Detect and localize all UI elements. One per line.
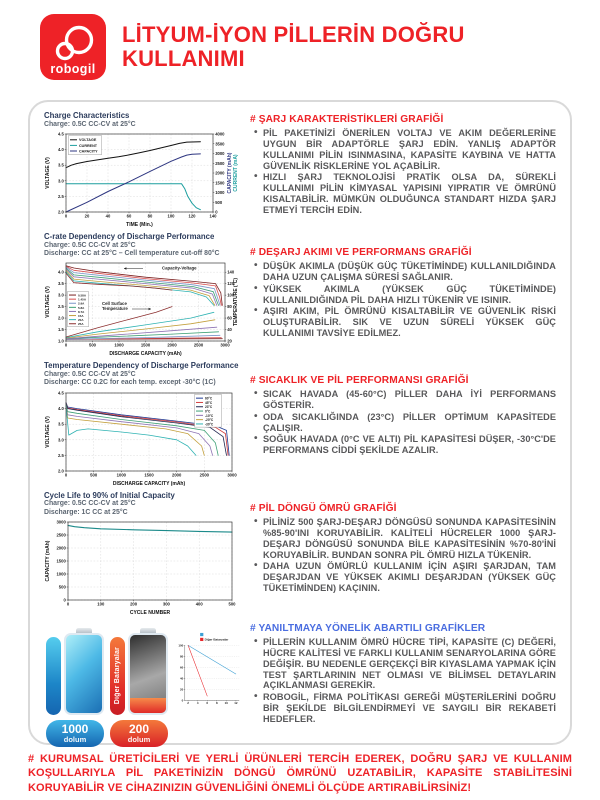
- bullet-item: • SOĞUK HAVADA (0°C VE ALTI) PİL KAPASİTESİ DÜŞER, -30°C'DE PERFORMANS CİDDİ ŞEKİLDE AZALIR.: [263, 434, 556, 456]
- svg-text:200: 200: [130, 601, 138, 607]
- chart-title: C-rate Dependency of Discharge Performance: [44, 232, 215, 242]
- info-section: [250, 623, 556, 726]
- svg-text:20: 20: [227, 338, 232, 344]
- svg-text:4000: 4000: [215, 131, 225, 137]
- battery-capsule-other: [110, 637, 125, 715]
- robogil-logo: [40, 14, 106, 80]
- svg-text:12: 12: [234, 701, 238, 706]
- footer-note: # KURUMSAL ÜRETİCİLERİ VE YERLİ ÜRÜNLERİ TERCİH EDEREK, DOĞRU ŞARJ VE KULLANIM KOŞULLARIYLA PİL PAKETİNİZİN DÖNGÜ ÖMRÜNÜ UZATABİLİR, KAPASİTE STABİLİTESİNİ KORUYABİLİR VE CİHAZINIZIN GÜVENLİĞİNİ ÖNEMLİ ÖLÇÜDE ARTIRABİLİRSİNİZ!: [28, 753, 572, 794]
- svg-text:2500: 2500: [193, 342, 204, 348]
- svg-text:CURRENT: CURRENT: [79, 143, 98, 148]
- svg-text:3000: 3000: [215, 151, 225, 157]
- bullet-item: • PİLİNİZ 500 ŞARJ-DEŞARJ DÖNGÜSÜ SONUNDA KAPASİTESİNİN %85-90'INI KORUYABİLİR. KALİTELİ HÜCRELER 1000 ŞARJ-DEŞARJ DÖNGÜSÜ SONUNDA BİLE KAPASİTESİNİN %70-80'İNİ KORUYABİLİR. BUNDAN SONRA PİL ÖMRÜ HIZLA TÜKENİR.: [263, 517, 556, 560]
- chart-subtitle: Charge: 0.5C CC-CV at 25°C: [44, 371, 136, 379]
- chart-crate-discharge: [44, 232, 242, 357]
- svg-text:4.0: 4.0: [57, 269, 64, 275]
- svg-text:VOLTAGE (V): VOLTAGE (V): [44, 286, 51, 319]
- svg-text:15A: 15A: [78, 314, 84, 319]
- svg-text:40: 40: [227, 327, 232, 333]
- bullet-item: • DAHA UZUN ÖMÜRLÜ KULLANIM İÇİN AŞIRI ŞARJDAN, TAM DEŞARJDAN VE YÜKSEK AKIMLI DEŞARJDAN (YÜKSEK GÜÇ TÜKETİMİNDEN) KAÇININ.: [263, 561, 556, 594]
- bullet-item: • ODA SICAKLIĞINDA (23°C) PİLLER OPTİMUM KAPASİTEDE ÇALIŞIR.: [263, 412, 556, 434]
- svg-text:Capacity-Voltage: Capacity-Voltage: [162, 265, 197, 271]
- bullet-item: • PİL PAKETİNİZİ ÖNERİLEN VOLTAJ VE AKIM DEĞERLERİNE UYGUN BİR ADAPTÖRLE ŞARJ EDİN. YANLIŞ ADAPTÖR KULLANIMI PİLİN ISINMASINA, KAPASİTE KAYBINA VE HATTA GÜVENLİK RİSKLERİNE YOL AÇABİLİR.: [263, 128, 556, 171]
- logo-text: robogil: [50, 61, 96, 76]
- bullet-list: [250, 261, 556, 339]
- svg-text:2000: 2000: [172, 472, 182, 478]
- svg-text:1500: 1500: [140, 342, 151, 348]
- svg-text:8: 8: [215, 701, 218, 706]
- chart-subtitle: Discharge: 1C CC at 25°C: [44, 508, 128, 516]
- sections: [250, 111, 556, 737]
- svg-text:80: 80: [147, 213, 153, 219]
- header: [0, 0, 600, 80]
- svg-text:1000: 1000: [114, 342, 124, 348]
- svg-text:20: 20: [84, 213, 90, 219]
- svg-text:2.5: 2.5: [57, 304, 64, 310]
- battery-empty-illustration: [128, 628, 168, 715]
- svg-text:0: 0: [64, 213, 68, 219]
- battery-comparison-plot: [175, 630, 242, 708]
- section-heading: # DEŞARJ AKIMI VE PERFORMANS GRAFİĞİ: [250, 247, 472, 258]
- svg-text:2.5: 2.5: [57, 452, 64, 458]
- svg-text:10: 10: [224, 701, 228, 706]
- svg-text:0: 0: [215, 209, 218, 215]
- chart-subtitle: Discharge: CC at 25°C – Cell temperature cut-off 80°C: [44, 250, 220, 258]
- svg-text:23°C: 23°C: [205, 404, 213, 409]
- section-heading: # PİL DÖNGÜ ÖMRÜ GRAFİĞİ: [250, 503, 397, 514]
- svg-text:100: 100: [167, 213, 175, 219]
- battery-capsule-blue: [46, 637, 61, 715]
- chart-title: Cycle Life to 90% of Initial Capacity: [44, 490, 175, 500]
- svg-text:400: 400: [195, 601, 203, 607]
- svg-text:20: 20: [179, 687, 184, 692]
- svg-text:0: 0: [64, 342, 68, 348]
- chart-charge-characteristics: [44, 111, 242, 228]
- cycles-count: 1000: [61, 721, 89, 736]
- svg-text:3000: 3000: [227, 472, 237, 478]
- svg-text:100: 100: [178, 643, 184, 648]
- svg-text:TEMPERATURE (°C): TEMPERATURE (°C): [233, 278, 239, 327]
- info-section: [250, 247, 556, 369]
- charge-characteristics-plot: [44, 131, 240, 228]
- battery-body: [128, 633, 168, 715]
- chart-temperature-discharge: [44, 361, 242, 486]
- svg-text:120: 120: [188, 213, 196, 219]
- chart-subtitle: Charge: 0.5C CC-CV at 25°C: [44, 500, 136, 508]
- svg-text:140: 140: [209, 213, 217, 219]
- svg-text:8.7A: 8.7A: [78, 310, 85, 315]
- svg-text:60: 60: [126, 213, 132, 219]
- svg-text:TIME (Min.): TIME (Min.): [126, 221, 153, 228]
- svg-text:1500: 1500: [215, 180, 225, 186]
- svg-text:100: 100: [97, 601, 105, 607]
- section-heading: # ŞARJ KARAKTERİSTİKLERİ GRAFİĞİ: [250, 114, 444, 125]
- chart-subtitle: Charge: 0.5C CC-CV at 25°C: [44, 241, 136, 249]
- svg-text:0.58A: 0.58A: [78, 293, 87, 298]
- svg-text:0: 0: [63, 597, 66, 603]
- svg-text:-20°C: -20°C: [205, 417, 214, 422]
- svg-text:1.5: 1.5: [57, 327, 64, 333]
- svg-text:CAPACITY (mAh): CAPACITY (mAh): [44, 540, 51, 582]
- svg-text:140: 140: [227, 269, 235, 275]
- svg-text:25A: 25A: [78, 322, 84, 327]
- cycles-badge-good: [46, 720, 104, 747]
- svg-text:500: 500: [215, 199, 223, 205]
- svg-text:3.5: 3.5: [57, 281, 64, 287]
- chart-cycle-life: [44, 491, 242, 616]
- svg-text:40: 40: [105, 213, 111, 219]
- svg-text:300: 300: [162, 601, 170, 607]
- svg-text:3.0: 3.0: [57, 436, 64, 442]
- svg-text:Diğer Bataryalar: Diğer Bataryalar: [204, 637, 229, 642]
- cycles-count: 200: [128, 721, 150, 736]
- svg-text:DISCHARGE CAPACITY (mAh): DISCHARGE CAPACITY (mAh): [109, 351, 182, 358]
- svg-text:0: 0: [64, 472, 68, 478]
- svg-text:2000: 2000: [215, 170, 225, 176]
- svg-text:100: 100: [227, 292, 235, 298]
- svg-text:45°C: 45°C: [205, 400, 213, 405]
- page-title: LİTYUM-İYON PİLLERİN DOĞRU KULLANIMI: [122, 21, 465, 71]
- charts-column: [44, 111, 242, 744]
- svg-text:3.0: 3.0: [57, 292, 64, 298]
- svg-text:1000: 1000: [215, 190, 225, 196]
- info-section: [250, 503, 556, 617]
- svg-text:2500: 2500: [56, 532, 66, 538]
- temperature-discharge-plot: [44, 390, 240, 487]
- svg-text:Cell SurfaceTemperature: Cell Surface Temperature: [102, 301, 128, 312]
- svg-text:VOLTAGE: VOLTAGE: [79, 138, 97, 143]
- bullet-item: • SICAK HAVADA (45-60°C) PİLLER DAHA İYİ PERFORMANS GÖSTERİR.: [263, 389, 556, 411]
- cycles-unit: dolum: [63, 734, 87, 744]
- svg-text:4.5: 4.5: [57, 131, 64, 137]
- svg-text:3.0: 3.0: [57, 178, 64, 184]
- svg-text:500: 500: [228, 601, 236, 607]
- svg-text:VOLTAGE (V): VOLTAGE (V): [44, 415, 51, 448]
- section-heading: # YANILTMAYA YÖNELİK ABARTILI GRAFİKLER: [250, 623, 486, 634]
- svg-text:4.0: 4.0: [57, 147, 64, 153]
- svg-text:80: 80: [179, 654, 184, 659]
- bullet-item: • DÜŞÜK AKIMLA (DÜŞÜK GÜÇ TÜKETİMİNDE) KULLANILDIĞINDA DAHA UZUN ÇALIŞMA SÜRESİ SAĞLANIR.: [263, 261, 556, 283]
- svg-text:1.0: 1.0: [57, 338, 64, 344]
- svg-text:2.0: 2.0: [57, 315, 64, 321]
- svg-text:2500: 2500: [199, 472, 209, 478]
- svg-text:500: 500: [90, 472, 98, 478]
- svg-text:500: 500: [58, 584, 66, 590]
- chart-subtitle: Discharge: CC 0.2C for each temp. except -30°C (1C): [44, 379, 216, 387]
- svg-text:CURRENT (mA): CURRENT (mA): [233, 154, 239, 192]
- svg-text:1.45A: 1.45A: [78, 297, 87, 302]
- svg-text:5.8A: 5.8A: [78, 306, 85, 311]
- battery-comparison-graphic: [44, 620, 242, 747]
- svg-text:2000: 2000: [56, 545, 66, 551]
- svg-text:VOLTAGE (V): VOLTAGE (V): [44, 157, 51, 189]
- svg-text:60°C: 60°C: [205, 396, 213, 401]
- bullet-list: [250, 517, 556, 594]
- battery-group-other: [110, 628, 168, 747]
- svg-text:CAPACITY (mAh): CAPACITY (mAh): [227, 152, 233, 194]
- svg-text:2500: 2500: [215, 160, 225, 166]
- bullet-item: • AŞIRI AKIM, PİL ÖMRÜNÜ KISALTABİLİR VE GÜVENLİK RİSKİ OLUŞTURABİLİR. SIK VE UZUN SÜRELİ YÜKSEK GÜÇ KULLANIMI TAVSİYE EDİLMEZ.: [263, 306, 556, 339]
- svg-text:80: 80: [227, 304, 232, 310]
- svg-text:CYCLE NUMBER: CYCLE NUMBER: [129, 609, 171, 616]
- svg-text:-30°C: -30°C: [205, 421, 214, 426]
- svg-text:3000: 3000: [220, 342, 230, 348]
- svg-text:3000: 3000: [56, 519, 66, 525]
- svg-text:2.5: 2.5: [57, 193, 64, 199]
- cycle-life-plot: [44, 519, 240, 616]
- other-batteries-label: Diğer Bataryalar: [114, 647, 121, 705]
- chart-title: Charge Characteristics: [44, 111, 130, 120]
- svg-text:60: 60: [179, 665, 184, 670]
- svg-text:2000: 2000: [167, 342, 177, 348]
- battery-body: [64, 633, 104, 715]
- svg-text:1000: 1000: [56, 571, 66, 577]
- chart-subtitle: Charge: 0.5C CC-CV at 25°C: [44, 120, 136, 128]
- cycles-unit: dolum: [127, 734, 151, 744]
- svg-text:120: 120: [227, 281, 235, 287]
- svg-text:CAPACITY: CAPACITY: [79, 149, 98, 154]
- svg-text:-10°C: -10°C: [205, 413, 214, 418]
- bullet-item: • YÜKSEK AKIMLA (YÜKSEK GÜÇ TÜKETİMİNDE) KULLANILDIĞINDA PİL DAHA HIZLI TÜKENİR VE ISINIR.: [263, 284, 556, 306]
- battery-group-robogil: [46, 628, 104, 747]
- svg-text:3.5: 3.5: [57, 162, 64, 168]
- bullet-list: [250, 128, 556, 216]
- info-section: [250, 375, 556, 497]
- svg-text:60: 60: [227, 315, 232, 321]
- svg-text:1500: 1500: [56, 558, 66, 564]
- svg-text:500: 500: [89, 342, 96, 348]
- svg-text:4.0: 4.0: [57, 405, 64, 411]
- cycles-badge-bad: [110, 720, 168, 747]
- info-section: [250, 114, 556, 241]
- bullet-item: • HIZLI ŞARJ TEKNOLOJİSİ PRATİK OLSA DA, SÜREKLİ KULLANIMI PİLİN KİMYASAL YAPISINI YIPRATIR VE ÖMRÜNÜ KISALTABİLİR. MÜMKÜN OLDUĞUNCA STANDART HIZDA ŞARJ ETMEYİ TERCİH EDİN.: [263, 172, 556, 215]
- section-heading: # SICAKLIK VE PİL PERFORMANSI GRAFİĞİ: [250, 375, 469, 386]
- svg-text:1500: 1500: [144, 472, 154, 478]
- svg-text:2: 2: [187, 701, 189, 706]
- svg-text:20A: 20A: [78, 318, 84, 323]
- bullet-item: • PİLLERİN KULLANIM ÖMRÜ HÜCRE TİPİ, KAPASİTE (C) DEĞERİ, HÜCRE KALİTESİ VE FARKLI KULLANIM SENARYOLARINA GÖRE DEĞİŞİR. BU NEDENLE GERÇEKÇİ BİR KIYASLAMA YAPMAK İÇİN TEST ŞARTLARININ NET OLMASI VE BİLİMSEL DETAYLARIN AÇIKLANMASI GEREKİR.: [263, 637, 556, 691]
- svg-text:6: 6: [206, 701, 209, 706]
- battery-full-illustration: [64, 628, 104, 715]
- svg-text:0: 0: [181, 698, 184, 703]
- svg-text:4: 4: [196, 701, 199, 706]
- bullet-list: [250, 389, 556, 456]
- battery-low-charge-fill: [130, 698, 166, 713]
- svg-text:4.5: 4.5: [57, 390, 64, 396]
- svg-text:40: 40: [179, 676, 184, 681]
- content-card: [28, 100, 572, 745]
- bullet-item: • ROBOGİL, FİRMA POLİTİKASI GEREĞİ MÜŞTERİLERİNİ DOĞRU BİR ŞEKİLDE BİLGİLENDİRMEYİ VE SAYGILI BİR REKABETİ HEDEFLER.: [263, 692, 556, 725]
- svg-text:3.5: 3.5: [57, 421, 64, 427]
- robogil-logo-icon: [40, 18, 106, 70]
- svg-text:2.0: 2.0: [57, 209, 64, 215]
- chart-title: Temperature Dependency of Discharge Performance: [44, 361, 239, 371]
- bullet-list: [250, 637, 556, 725]
- svg-text:1000: 1000: [116, 472, 126, 478]
- svg-text:3500: 3500: [215, 141, 225, 147]
- svg-text:2.0: 2.0: [57, 468, 64, 474]
- crate-discharge-plot: [44, 260, 240, 357]
- svg-text:DISCHARGE CAPACITY (mAh): DISCHARGE CAPACITY (mAh): [112, 480, 186, 487]
- svg-text:2.9A: 2.9A: [78, 301, 85, 306]
- svg-text:0°C: 0°C: [205, 409, 211, 414]
- svg-text:0: 0: [66, 601, 70, 607]
